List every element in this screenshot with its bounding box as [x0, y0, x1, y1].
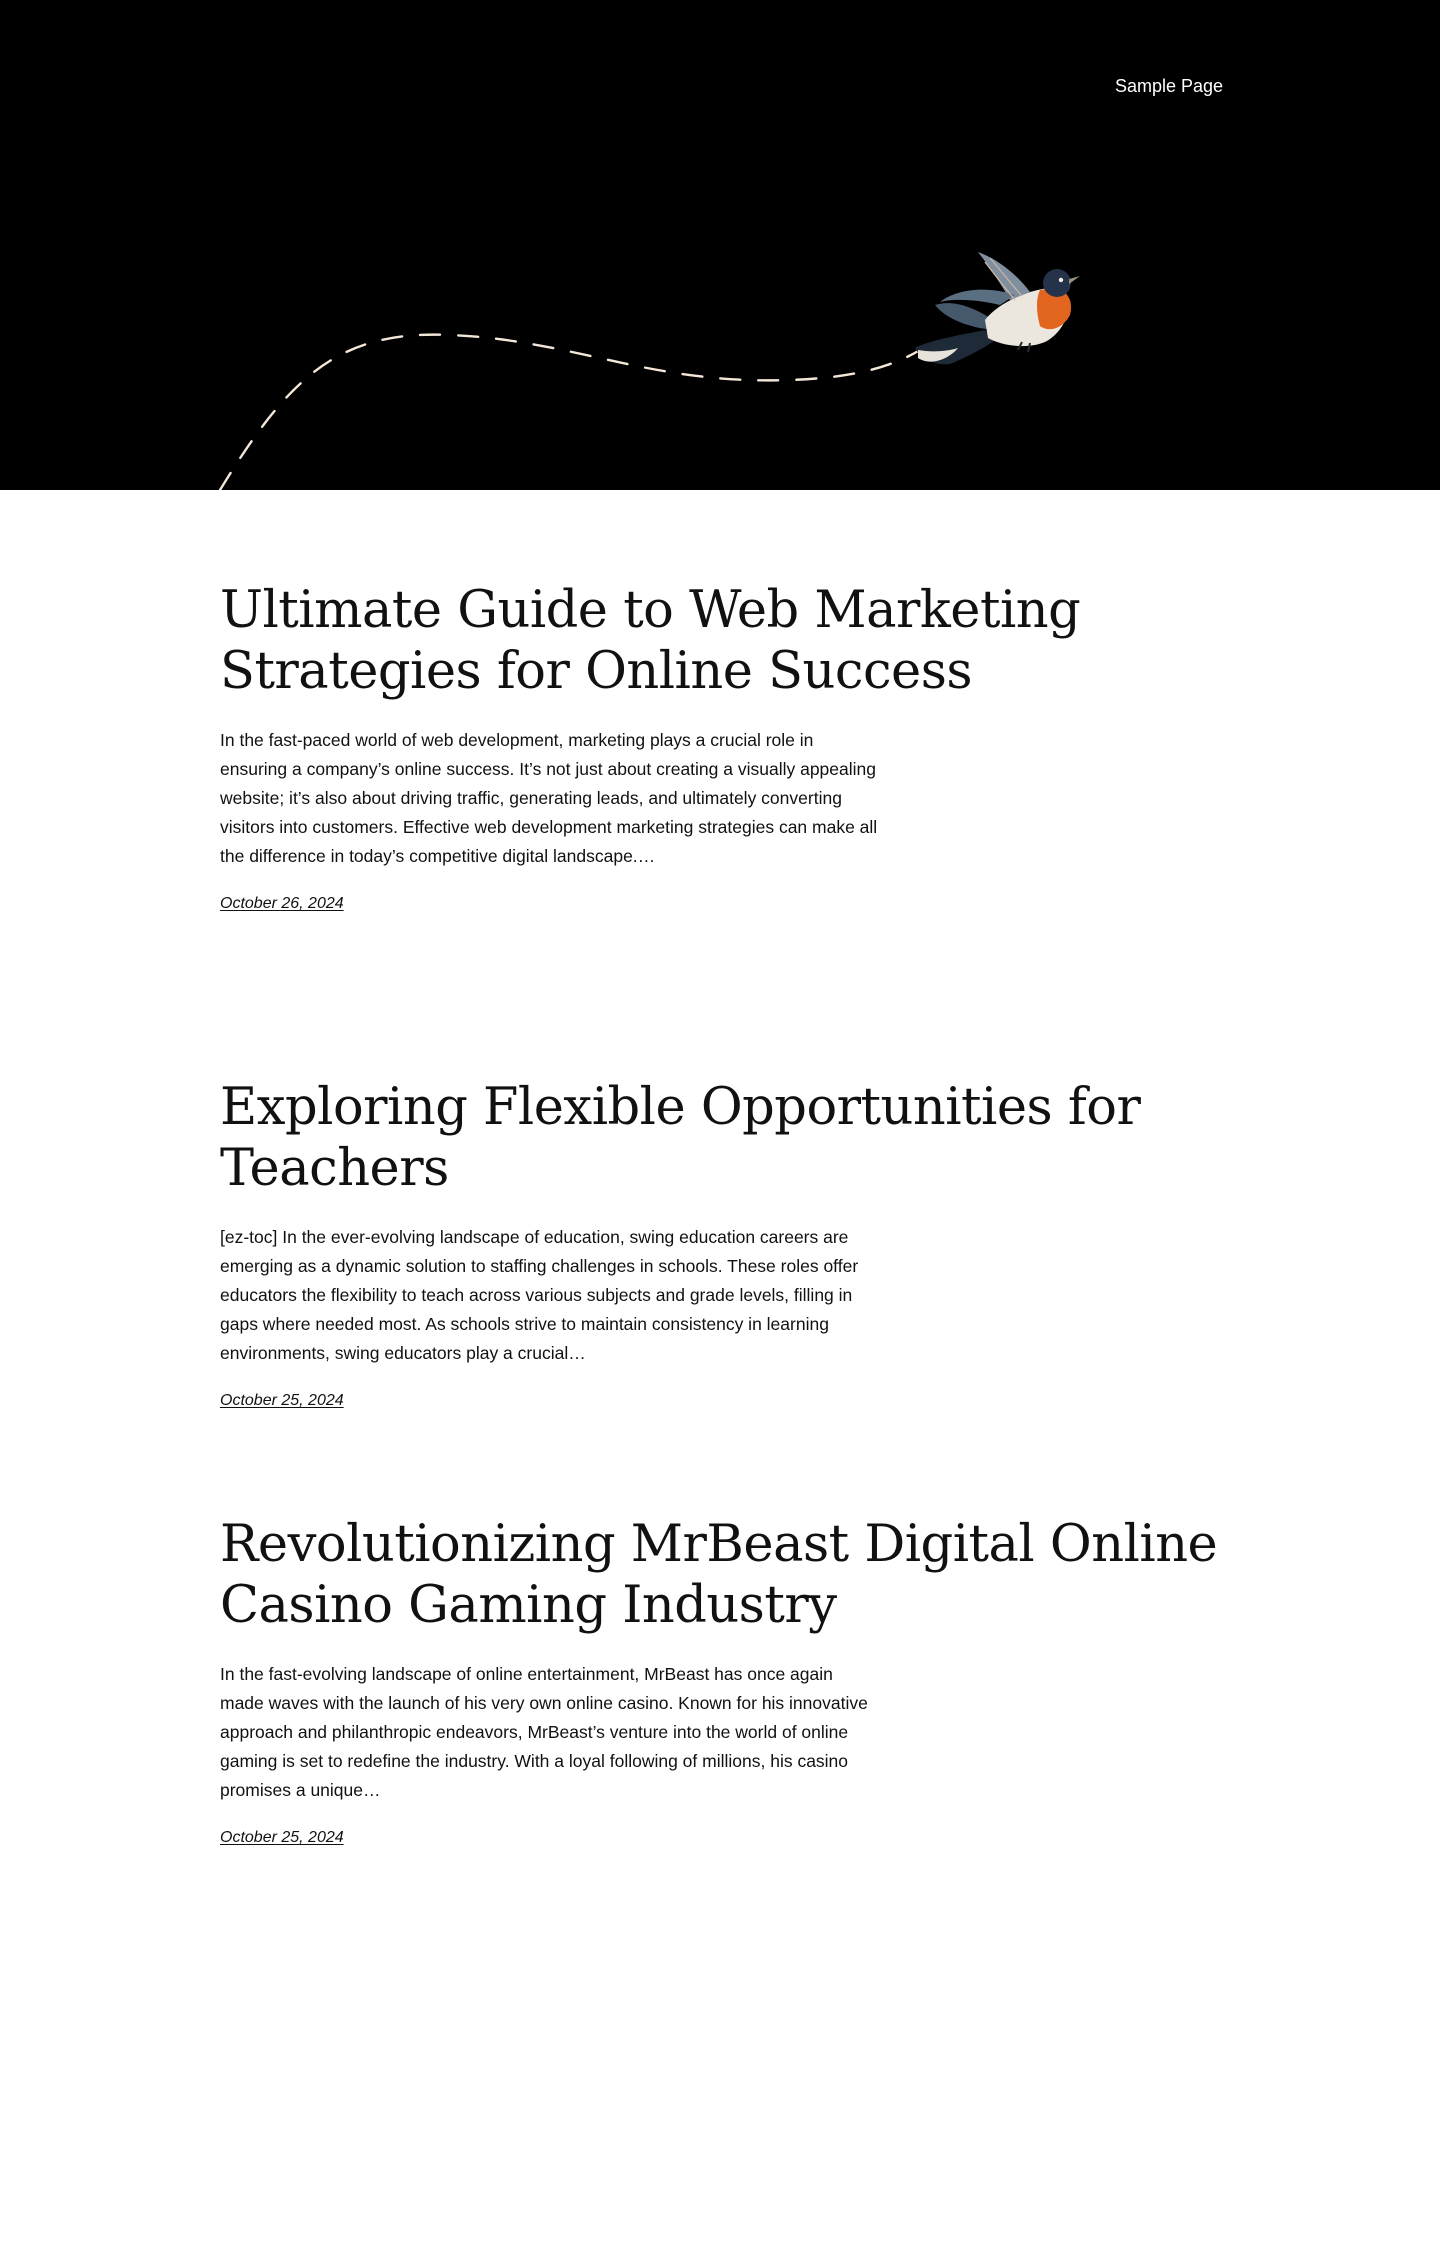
post-excerpt: In the fast-paced world of web development, marketing plays a crucial role in ensuring a company’s online success. It’s not just about creating a visually appealing website; it’s also about driving traffic, generating leads, and ultimately converting visitors into customers. Effective web development marketing strategies can make all the difference in today’s competitive digital landscape.… — [220, 730, 878, 866]
site-header — [0, 0, 1440, 490]
post-title-link[interactable]: Ultimate Guide to Web Marketing Strategies for Online Success — [220, 581, 1081, 701]
post-excerpt: [ez-toc] In the ever-evolving landscape of education, swing education careers are emerging as a dynamic solution to staffing challenges in schools. These roles offer educators the flexibility to teach across various subjects and grade levels, filling in gaps where needed most. As schools strive to maintain consistency in learning environments, swing educators play a crucial… — [220, 1227, 859, 1363]
post-item — [220, 580, 1220, 915]
post-date-link[interactable]: October 25, 2024 — [220, 1392, 344, 1409]
post-item — [220, 1077, 1220, 1412]
post-item — [220, 1514, 1220, 1849]
hero-illustration — [0, 0, 1440, 490]
dashed-flight-path — [220, 335, 920, 490]
post-date-link[interactable]: October 25, 2024 — [220, 1829, 344, 1846]
flying-bird-icon — [915, 252, 1080, 364]
nav-sample-page[interactable]: Sample Page — [1115, 76, 1224, 96]
post-title-link[interactable]: Revolutionizing MrBeast Digital Online Casino Gaming Industry — [220, 1515, 1218, 1635]
post-date-link[interactable]: October 26, 2024 — [220, 895, 344, 912]
post-title-link[interactable]: Exploring Flexible Opportunities for Teachers — [220, 1078, 1141, 1198]
post-excerpt: In the fast-evolving landscape of online entertainment, MrBeast has once again made waves with the launch of his very own online casino. Known for his innovative approach and philanthropic endeavors, MrBeast’s venture into the world of online gaming is set to redefine the industry. With a loyal following of millions, his casino promises a unique… — [220, 1664, 868, 1800]
